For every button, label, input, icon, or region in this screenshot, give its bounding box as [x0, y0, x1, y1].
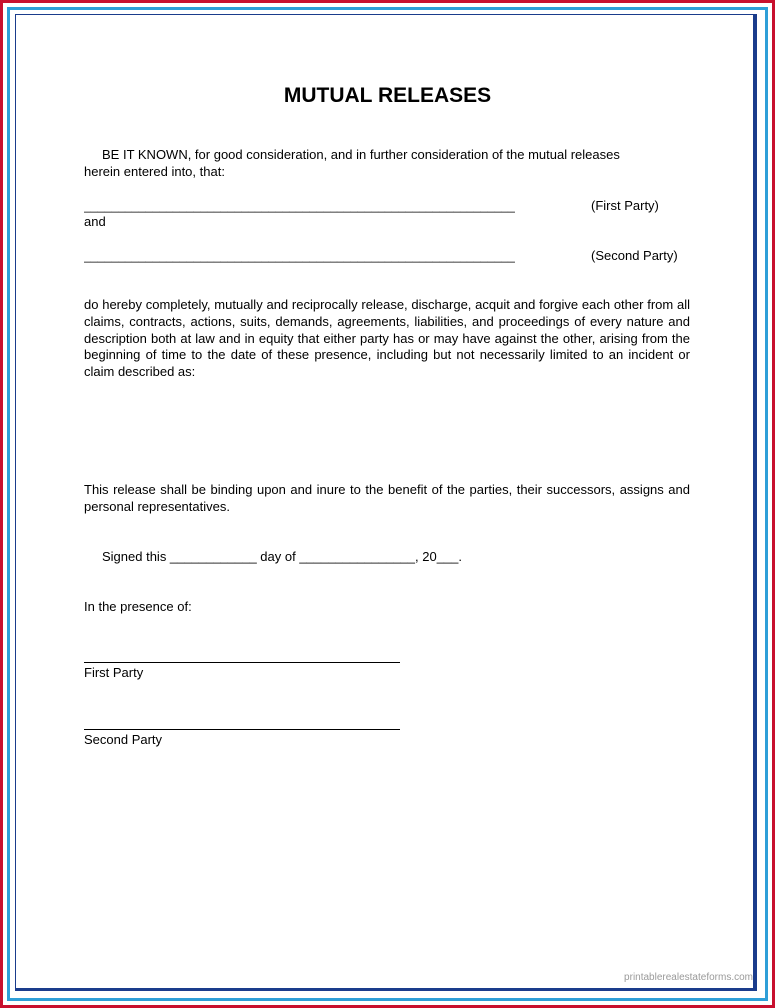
binding-clause: This release shall be binding upon and inure to the benefit of the parties, their successors, assigns and personal representatives. — [84, 482, 690, 514]
document-title: MUTUAL RELEASES — [283, 84, 492, 107]
second-party-label: (Second Party) — [591, 248, 678, 263]
signed-this-line: Signed this ____________ day of ________________, 20___. — [102, 549, 462, 564]
intro-line-1: BE IT KNOWN, for good consideration, and in further consideration of the mutual releases — [102, 147, 620, 162]
watermark-text: printablerealestateforms.com — [624, 972, 753, 983]
release-clause: do hereby completely, mutually and reciprocally release, discharge, acquit and forgive each other from all claims, contracts, actions, suits, demands, agreements, liabilities, and proceedings of every nature and description both at law and in equity that either party has or may have against the other, arising from the beginning of time to the date of these presence, including but not necessarily limited to an incident or claim described as: — [84, 297, 690, 380]
and-word: and — [84, 214, 106, 229]
first-party-signature-line — [84, 662, 400, 663]
first-party-signature-label: First Party — [84, 665, 144, 680]
second-party-signature-label: Second Party — [84, 732, 163, 747]
intro-line-2: herein entered into, that: — [84, 164, 225, 179]
first-party-blank: _______________________________________________________________ — [84, 199, 515, 213]
presence-of-label: In the presence of: — [84, 599, 192, 614]
second-party-signature-line — [84, 729, 400, 730]
second-party-blank: _______________________________________________________________ — [84, 249, 515, 263]
first-party-label: (First Party) — [591, 198, 659, 213]
